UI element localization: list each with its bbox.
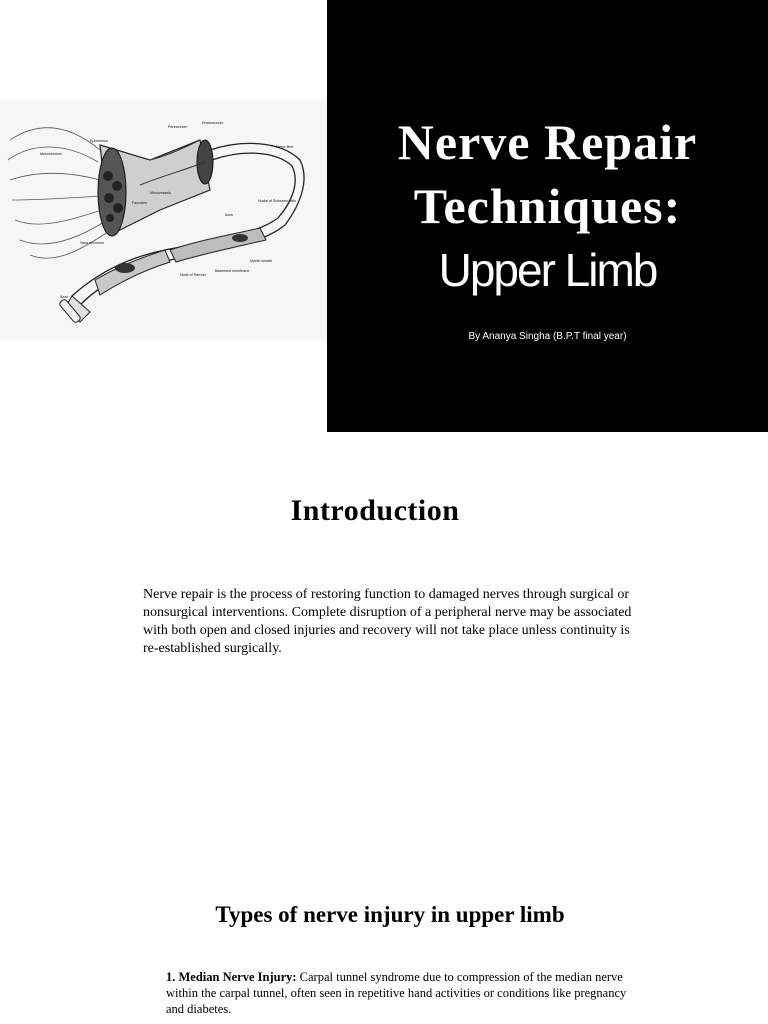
label-myelin-sheath: Myelin sheath: [250, 259, 273, 263]
introduction-heading: Introduction: [290, 494, 460, 527]
label-node-of-ranvier: Node of Ranvier: [180, 273, 206, 277]
title-line-2: Techniques:: [413, 178, 682, 234]
title-line-3: Upper Limb: [438, 244, 657, 296]
label-axon-bottom: Axon: [60, 295, 69, 299]
label-epineurium: Epineurium: [90, 139, 109, 143]
label-microvessels: Microvessels: [150, 191, 171, 195]
title-panel: [327, 0, 768, 432]
injury-item-median: [166, 969, 636, 1017]
cover-slide: [0, 0, 768, 432]
injury-item-text: Carpal tunnel syndrome due to compression of the median nerve within the carpal tunnel, often seen in repetitive hand activities or conditions like pregnancy and diabetes.: [166, 970, 627, 1016]
label-perineurium: Perineurium: [168, 125, 188, 129]
title-line-1: Nerve Repair: [397, 114, 698, 170]
introduction-paragraph: Nerve repair is the process of restoring function to damaged nerves through surgical or nonsurgical interventions. Complete disruption of a peripheral nerve may be associated with both open and closed injuries and recovery will not take place unless continuity is re-established surgically.: [143, 587, 632, 656]
types-heading: Types of nerve injury in upper limb: [215, 902, 565, 927]
label-basement-membrane: Basement membrane: [215, 269, 250, 273]
label-fascicles: Fascicles: [132, 201, 147, 205]
injury-item-label: 1. Median Nerve Injury:: [166, 970, 297, 984]
label-schwann-nuclei: Nuclei of Schwann cells: [258, 199, 296, 203]
label-mesoneurium: Mesoneurium: [40, 152, 62, 156]
author-byline: By Ananya Singha (B.P.T final year): [468, 331, 627, 342]
label-nerve-fiber: Nerve fiber: [276, 145, 294, 149]
label-endoneurium: Endoneurium: [202, 121, 224, 125]
nerve-anatomy-illustration: [0, 100, 327, 340]
label-axon-top: Axon: [225, 213, 234, 217]
label-vasa-nervorum: Vasa nervorum: [80, 241, 105, 245]
